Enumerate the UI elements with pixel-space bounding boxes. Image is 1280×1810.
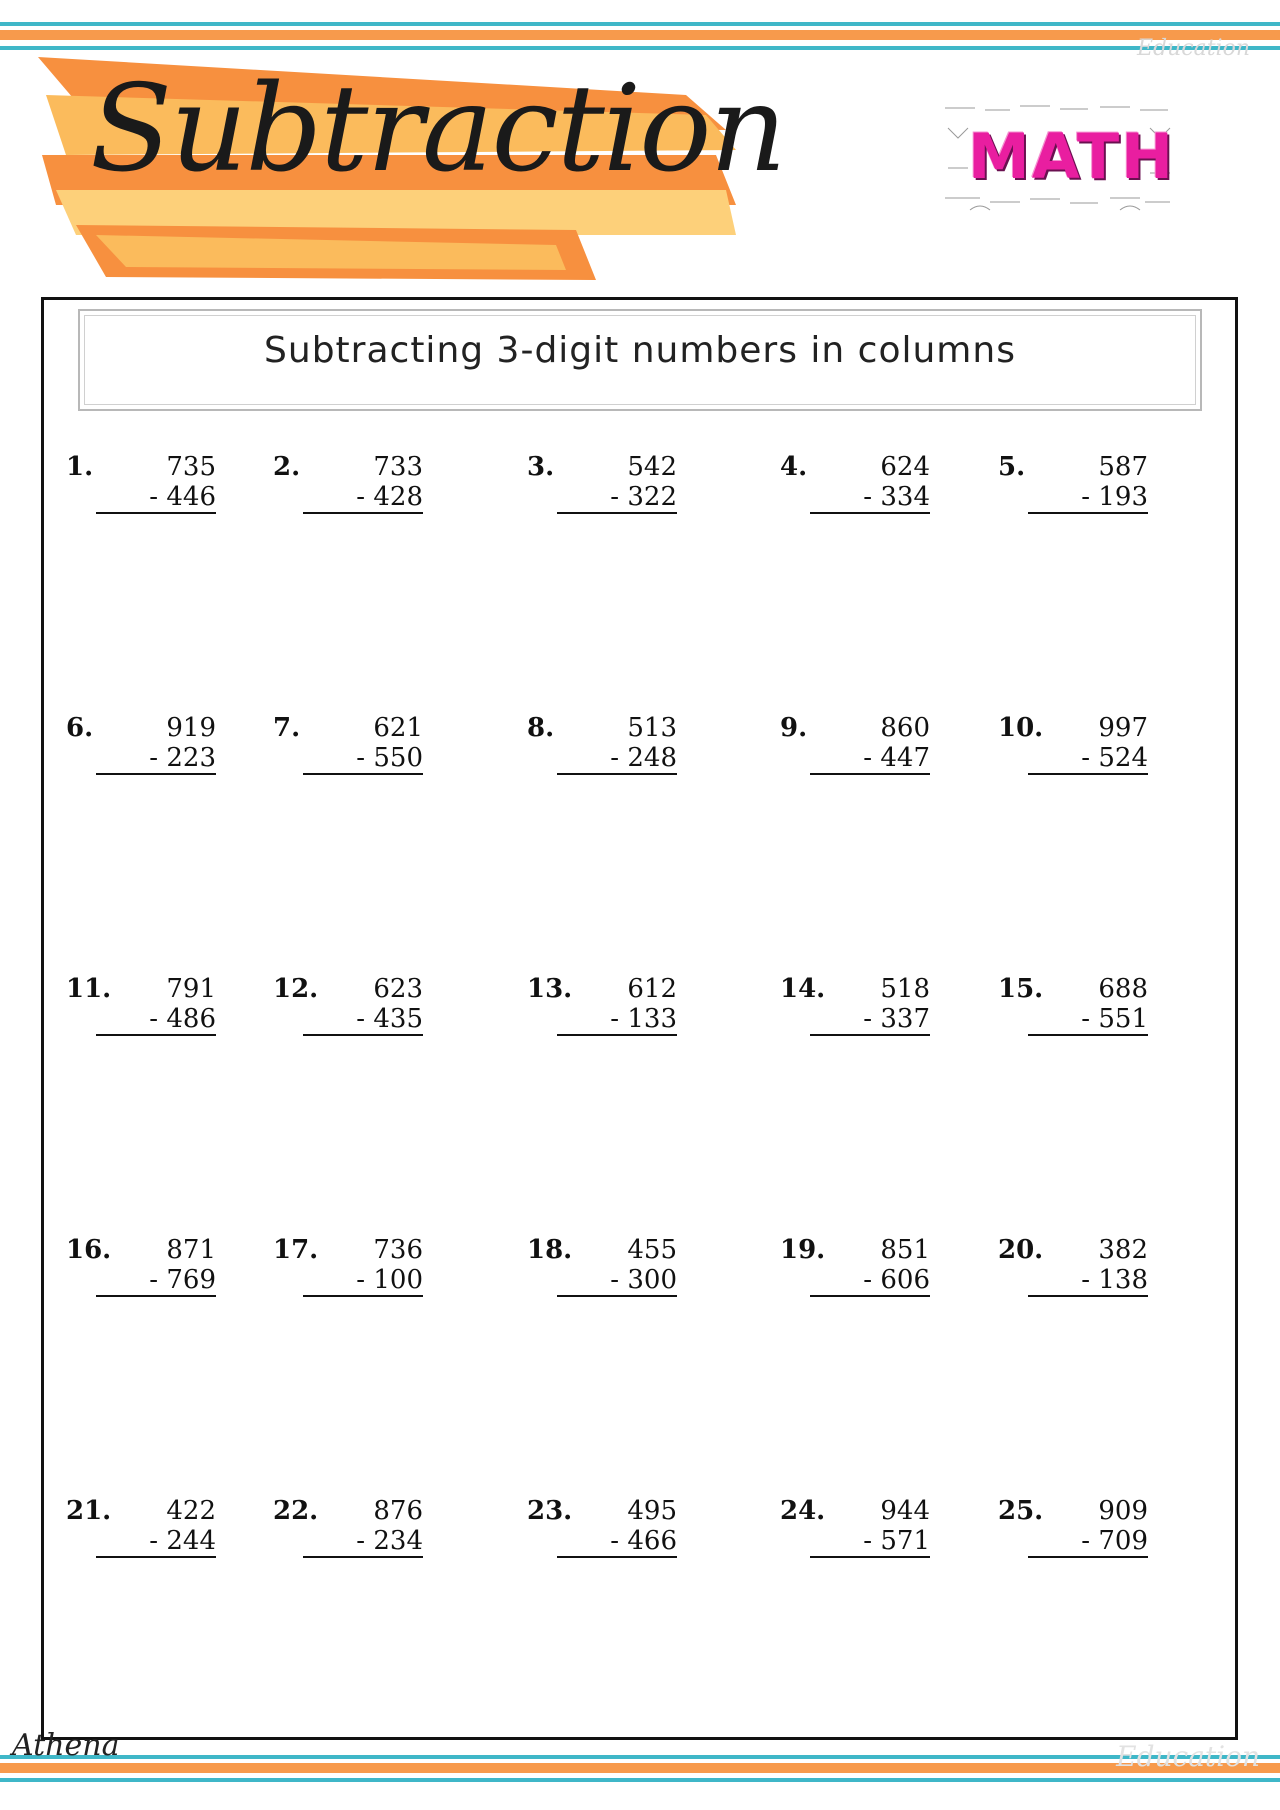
minus-sign: - (356, 1004, 366, 1034)
problem-number: 21. (66, 1496, 112, 1526)
subtrahend-row (313, 743, 423, 773)
minus-sign: - (1081, 1526, 1091, 1556)
top-stripe-teal-2 (0, 46, 1280, 50)
answer-line (303, 1556, 423, 1558)
minus-sign: - (149, 1526, 159, 1556)
problem-22 (273, 1496, 473, 1566)
minuend: 518 (880, 974, 930, 1004)
minuend: 791 (166, 974, 216, 1004)
minus-sign: - (149, 1265, 159, 1295)
minuend: 542 (627, 452, 677, 482)
subtrahend-row (820, 1004, 930, 1034)
subtrahend-row (106, 1526, 216, 1556)
problem-number: 14. (780, 974, 826, 1004)
problem-4 (780, 452, 980, 522)
problem-15 (998, 974, 1198, 1044)
answer-line (96, 1295, 216, 1297)
problem-24 (780, 1496, 980, 1566)
problem-number: 15. (998, 974, 1044, 1004)
answer-line (810, 1295, 930, 1297)
minuend: 422 (166, 1496, 216, 1526)
answer-line (303, 512, 423, 514)
problem-number: 19. (780, 1235, 826, 1265)
subtrahend: 550 (373, 743, 423, 773)
watermark-bottom: Education (1116, 1740, 1260, 1773)
answer-line (1028, 1295, 1148, 1297)
answer-line (557, 1295, 677, 1297)
problem-13 (527, 974, 727, 1044)
subtrahend: 193 (1098, 482, 1148, 512)
minus-sign: - (149, 743, 159, 773)
answer-line (810, 512, 930, 514)
subtrahend-row (567, 743, 677, 773)
subtrahend-row (820, 482, 930, 512)
subtrahend: 551 (1098, 1004, 1148, 1034)
minuend: 455 (627, 1235, 677, 1265)
minus-sign: - (610, 482, 620, 512)
subtrahend: 466 (627, 1526, 677, 1556)
problem-number: 7. (273, 713, 301, 743)
subtrahend-row (313, 1526, 423, 1556)
answer-line (557, 1556, 677, 1558)
minus-sign: - (610, 1004, 620, 1034)
minus-sign: - (1081, 1265, 1091, 1295)
minuend: 624 (880, 452, 930, 482)
problem-23 (527, 1496, 727, 1566)
problem-9 (780, 713, 980, 783)
problem-18 (527, 1235, 727, 1305)
minuend: 587 (1098, 452, 1148, 482)
subtrahend: 223 (166, 743, 216, 773)
subtrahend: 486 (166, 1004, 216, 1034)
answer-line (1028, 512, 1148, 514)
problem-number: 16. (66, 1235, 112, 1265)
answer-line (557, 1034, 677, 1036)
minuend: 623 (373, 974, 423, 1004)
problem-number: 13. (527, 974, 573, 1004)
subtrahend: 446 (166, 482, 216, 512)
problem-number: 1. (66, 452, 94, 482)
minus-sign: - (863, 1265, 873, 1295)
subtrahend: 300 (627, 1265, 677, 1295)
worksheet-subtitle: Subtracting 3-digit numbers in columns (264, 330, 1016, 371)
problem-number: 22. (273, 1496, 319, 1526)
top-stripe-orange (0, 30, 1280, 40)
minus-sign: - (356, 743, 366, 773)
problem-number: 3. (527, 452, 555, 482)
problem-17 (273, 1235, 473, 1305)
watermark-top: Education (1136, 36, 1250, 61)
subtrahend-row (106, 743, 216, 773)
subtrahend-row (106, 1004, 216, 1034)
answer-line (557, 512, 677, 514)
problem-2 (273, 452, 473, 522)
answer-line (96, 1034, 216, 1036)
answer-line (303, 773, 423, 775)
minuend: 919 (166, 713, 216, 743)
problem-11 (66, 974, 266, 1044)
problem-number: 5. (998, 452, 1026, 482)
subtrahend: 435 (373, 1004, 423, 1034)
problem-number: 24. (780, 1496, 826, 1526)
subtrahend-row (1038, 1526, 1148, 1556)
minus-sign: - (356, 482, 366, 512)
subtrahend-row (567, 1265, 677, 1295)
problem-number: 18. (527, 1235, 573, 1265)
subtrahend: 138 (1098, 1265, 1148, 1295)
minus-sign: - (1081, 1004, 1091, 1034)
subtrahend: 322 (627, 482, 677, 512)
problem-number: 9. (780, 713, 808, 743)
subtrahend-row (567, 1526, 677, 1556)
answer-line (303, 1034, 423, 1036)
minus-sign: - (610, 1526, 620, 1556)
page-title: Subtraction (90, 60, 785, 199)
problem-5 (998, 452, 1198, 522)
subtrahend: 337 (880, 1004, 930, 1034)
subtrahend-row (1038, 1004, 1148, 1034)
minus-sign: - (1081, 743, 1091, 773)
subtrahend: 428 (373, 482, 423, 512)
problem-number: 4. (780, 452, 808, 482)
subtrahend-row (820, 743, 930, 773)
subtrahend: 244 (166, 1526, 216, 1556)
top-stripe-teal (0, 22, 1280, 26)
bottom-stripe-orange (0, 1763, 1280, 1773)
minuend: 736 (373, 1235, 423, 1265)
subtrahend: 334 (880, 482, 930, 512)
problem-16 (66, 1235, 266, 1305)
problem-number: 2. (273, 452, 301, 482)
problem-number: 6. (66, 713, 94, 743)
subtrahend: 709 (1098, 1526, 1148, 1556)
problem-number: 20. (998, 1235, 1044, 1265)
problem-1 (66, 452, 266, 522)
subtrahend: 100 (373, 1265, 423, 1295)
minus-sign: - (610, 743, 620, 773)
problem-number: 10. (998, 713, 1044, 743)
subtrahend: 571 (880, 1526, 930, 1556)
problem-7 (273, 713, 473, 783)
subtrahend: 524 (1098, 743, 1148, 773)
minuend: 909 (1098, 1496, 1148, 1526)
subtrahend-row (1038, 482, 1148, 512)
minuend: 735 (166, 452, 216, 482)
problem-10 (998, 713, 1198, 783)
minuend: 876 (373, 1496, 423, 1526)
subtrahend: 133 (627, 1004, 677, 1034)
minuend: 612 (627, 974, 677, 1004)
minus-sign: - (1081, 482, 1091, 512)
answer-line (303, 1295, 423, 1297)
subtrahend-row (106, 1265, 216, 1295)
minuend: 871 (166, 1235, 216, 1265)
subtrahend-row (567, 482, 677, 512)
subtrahend-row (313, 1265, 423, 1295)
problem-25 (998, 1496, 1198, 1566)
problem-8 (527, 713, 727, 783)
problem-number: 11. (66, 974, 112, 1004)
minuend: 688 (1098, 974, 1148, 1004)
subtrahend: 234 (373, 1526, 423, 1556)
subtrahend-row (1038, 1265, 1148, 1295)
problem-12 (273, 974, 473, 1044)
subtrahend: 769 (166, 1265, 216, 1295)
minuend: 495 (627, 1496, 677, 1526)
answer-line (557, 773, 677, 775)
subtrahend: 248 (627, 743, 677, 773)
minuend: 860 (880, 713, 930, 743)
answer-line (96, 773, 216, 775)
problem-19 (780, 1235, 980, 1305)
subtrahend-row (820, 1265, 930, 1295)
problem-14 (780, 974, 980, 1044)
problem-number: 8. (527, 713, 555, 743)
problem-21 (66, 1496, 266, 1566)
subtrahend: 606 (880, 1265, 930, 1295)
minus-sign: - (149, 1004, 159, 1034)
signature: Athena (12, 1728, 120, 1763)
problem-number: 23. (527, 1496, 573, 1526)
answer-line (810, 1034, 930, 1036)
minus-sign: - (863, 1004, 873, 1034)
minus-sign: - (863, 482, 873, 512)
minuend: 944 (880, 1496, 930, 1526)
subtrahend-row (567, 1004, 677, 1034)
minuend: 851 (880, 1235, 930, 1265)
subtrahend-row (313, 482, 423, 512)
answer-line (810, 1556, 930, 1558)
subtrahend: 447 (880, 743, 930, 773)
bottom-stripe-teal-2 (0, 1778, 1280, 1782)
problem-number: 25. (998, 1496, 1044, 1526)
answer-line (810, 773, 930, 775)
answer-line (96, 512, 216, 514)
minus-sign: - (863, 1526, 873, 1556)
minuend: 382 (1098, 1235, 1148, 1265)
problem-3 (527, 452, 727, 522)
math-logo-text: MATH (968, 120, 1176, 193)
subtrahend-row (1038, 743, 1148, 773)
answer-line (1028, 1556, 1148, 1558)
problem-6 (66, 713, 266, 783)
minus-sign: - (149, 482, 159, 512)
minus-sign: - (863, 743, 873, 773)
answer-line (1028, 1034, 1148, 1036)
answer-line (1028, 773, 1148, 775)
subtrahend-row (820, 1526, 930, 1556)
subtrahend-row (106, 482, 216, 512)
answer-line (96, 1556, 216, 1558)
minuend: 733 (373, 452, 423, 482)
minuend: 997 (1098, 713, 1148, 743)
problem-number: 17. (273, 1235, 319, 1265)
minuend: 513 (627, 713, 677, 743)
minus-sign: - (610, 1265, 620, 1295)
minuend: 621 (373, 713, 423, 743)
minus-sign: - (356, 1265, 366, 1295)
problem-number: 12. (273, 974, 319, 1004)
minus-sign: - (356, 1526, 366, 1556)
bottom-stripe-teal (0, 1755, 1280, 1759)
problem-20 (998, 1235, 1198, 1305)
subtrahend-row (313, 1004, 423, 1034)
